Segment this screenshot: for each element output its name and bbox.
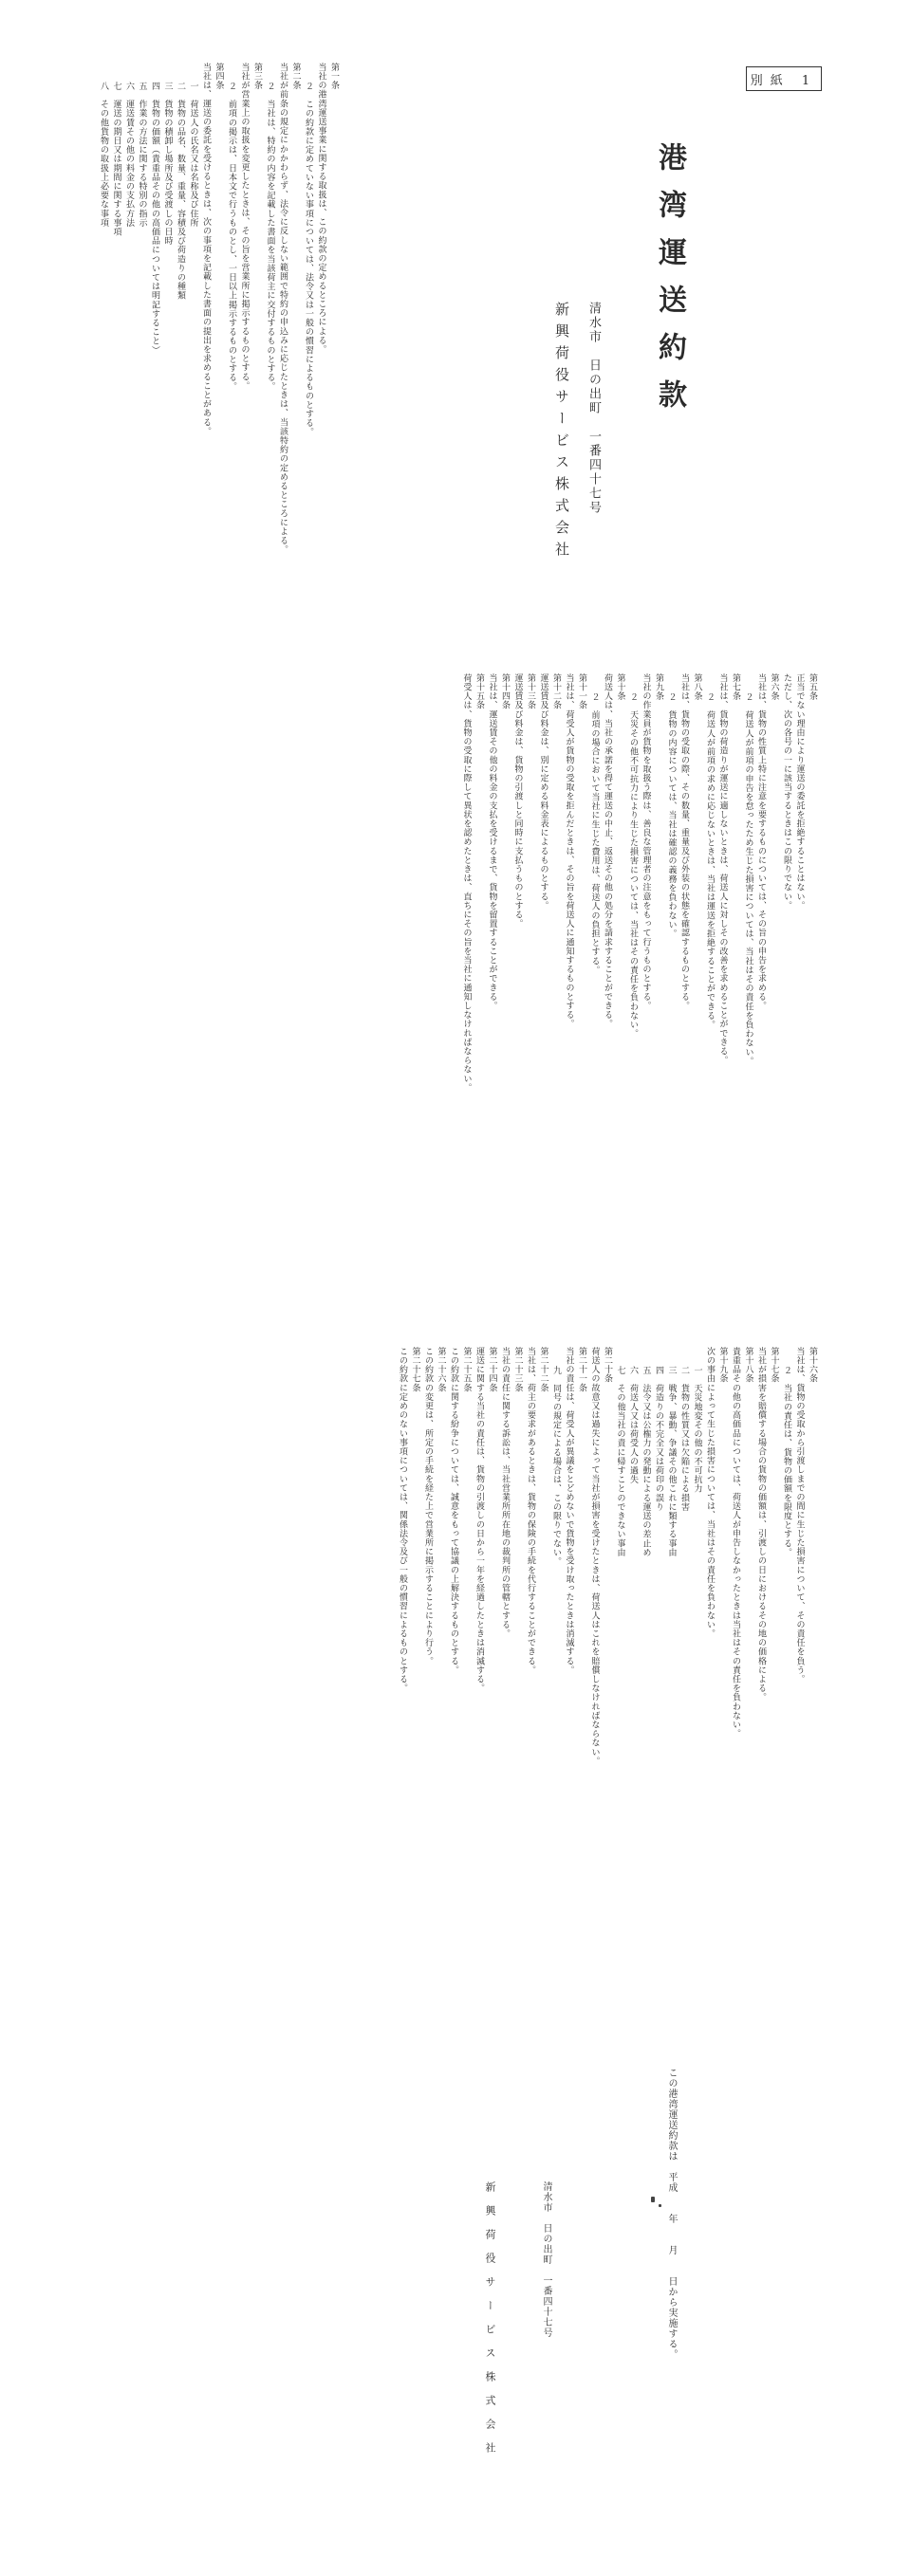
article-heading: 第一条 xyxy=(329,63,339,90)
article-text: ２ 前項の場合において当社に生じた費用は、荷送人の負担とする。 xyxy=(589,692,600,975)
article-heading: 第十四条 xyxy=(500,673,510,710)
article-heading: 第二十七条 xyxy=(410,1347,420,1392)
article-text: ２ 荷送人が前項の求めに応じないときは、当社は運送を拒絶することができる。 xyxy=(705,692,715,1030)
list-item: 七 その他当社の責に帰すことのできない事由 xyxy=(615,1366,625,1557)
article-text: この約款に定めのない事項については、関係法令及び一般の慣習によるものとする。 xyxy=(398,1347,407,1693)
article-heading: 第五条 xyxy=(808,673,817,701)
article-heading: 第十三条 xyxy=(526,673,535,710)
article-heading: 第二十五条 xyxy=(461,1347,472,1392)
list-item: 六 荷送人又は荷受人の過失 xyxy=(628,1366,638,1484)
article-heading: 第二十三条 xyxy=(512,1347,523,1392)
article-heading: 第四条 xyxy=(214,63,224,90)
article-text: 当社は、荷主の要求があるときは、貨物の保険の手続を代行することができる。 xyxy=(526,1347,535,1675)
article-text: 貴重品その他の高価品については、荷送人が申告しなかったときは当社はその責任を負わない。 xyxy=(731,1347,740,1739)
list-item: 二 貨物の品名、数量、重量、容積及び荷造りの種類 xyxy=(176,82,185,301)
list-item: 五 法令又は公権力の発動による運送の差止め xyxy=(641,1366,651,1557)
article-text: ２ この約款に定めていない事項については、法令又は一般の慣習によるものとする。 xyxy=(304,82,313,437)
ink-mark xyxy=(651,2197,655,2202)
article-text: ２ 前項の掲示は、日本文で行うものとし、一日以上掲示するものとする。 xyxy=(227,82,236,392)
list-item: 一 天災地変その他の不可抗力 xyxy=(692,1366,702,1494)
articles-section-1 xyxy=(99,63,340,632)
article-text: 運送賃及び料金は、貨物の引渡しと同時に支払うものとする。 xyxy=(512,673,523,929)
list-item: 一 荷送人の氏名又は名称及び住所 xyxy=(188,82,198,228)
articles-section-2 xyxy=(91,673,818,1205)
article-text: ２ 天災その他不可抗力により生じた損害については、当社はその責任を負わない。 xyxy=(628,692,638,1039)
article-text: 当社が損害を賠償する場合の貨物の価額は、引渡しの日におけるその地の価格による。 xyxy=(756,1347,766,1702)
document-title: 港湾運送約款 xyxy=(653,142,686,427)
article-heading: 第十九条 xyxy=(717,1347,728,1384)
company-name: 新興荷役サービス株式会社 xyxy=(553,302,570,563)
list-item: 五 作業の方法に関する特別の指示 xyxy=(137,82,147,228)
list-item: 九 同号の規定による場合は、この限りでない。 xyxy=(551,1366,561,1567)
article-text: 当社は、運送賃その他の料金の支払を受けるまで、貨物を留置することができる。 xyxy=(487,673,497,1011)
article-text: 当社の港湾運送事業に関する取扱は、この約款の定めるところによる。 xyxy=(316,63,326,355)
article-text: この約款の変更は、所定の手続を経た上で営業所に掲示することにより行う。 xyxy=(423,1347,433,1665)
list-item: 八 その他貨物の取扱上必要な事項 xyxy=(99,82,108,228)
article-heading: 第十六条 xyxy=(808,1347,817,1384)
footer-address: 清水市 日の出町 一番四十七号 xyxy=(541,2181,551,2338)
article-text: 当社は、運送の委託を受けるときは、次の事項を記載した書面の提出を求めることがある。 xyxy=(201,63,211,436)
article-heading: 第十五条 xyxy=(474,673,484,710)
article-heading: 第二条 xyxy=(290,63,301,90)
article-heading: 第二十一条 xyxy=(577,1347,586,1392)
attachment-badge: 別紙 1 xyxy=(746,66,822,91)
article-heading: 第二十二条 xyxy=(538,1347,548,1392)
article-text: ２ 当社は、特約の内容を記載した書面を当該荷主に交付するものとする。 xyxy=(265,82,275,392)
article-heading: 第十一条 xyxy=(577,673,586,710)
article-heading: 第二十六条 xyxy=(436,1347,446,1392)
article-heading: 第九条 xyxy=(654,673,663,701)
article-text: 運送賃及び料金は、別に定める料金表によるものとする。 xyxy=(538,673,548,911)
article-text: 運送に関する当社の責任は、貨物の引渡しの日から一年を経過したときは消滅する。 xyxy=(474,1347,484,1693)
list-item: 二 貨物の性質又は欠陥による損害 xyxy=(679,1366,689,1512)
ink-mark xyxy=(659,2204,661,2207)
article-heading: 第七条 xyxy=(731,673,740,701)
list-item: 六 運送賃その他の料金の支払方法 xyxy=(124,82,134,228)
company-address: 清水市 日の出町 一番四十七号 xyxy=(586,302,601,515)
article-text: 荷送人の故意又は過失によって当社が損害を受けたときは、荷送人はこれを賠償しなければならない。 xyxy=(589,1347,600,1766)
article-heading: 第三条 xyxy=(252,63,262,90)
article-text: 当社は、貨物の荷造りが運送に適しないときは、荷送人に対しその改善を求めることができる。 xyxy=(717,673,728,1065)
article-text: この約款に関する紛争については、誠意をもって協議の上解決するものとする。 xyxy=(449,1347,458,1675)
article-text: 次の事由によって生じた損害については、当社はその責任を負わない。 xyxy=(705,1347,715,1639)
article-heading: 第六条 xyxy=(769,673,779,701)
article-text: ただし、次の各号の一に該当するときはこの限りでない。 xyxy=(782,673,791,911)
article-text: 当社の責任に関する訴訟は、当社営業所所在地の裁判所の管轄とする。 xyxy=(500,1347,510,1639)
articles-section-3 xyxy=(91,1347,818,1840)
article-heading: 第十条 xyxy=(615,673,625,701)
enactment-statement: この港湾運送約款は 平成 年 月 日から実施する。 xyxy=(666,2068,677,2360)
footer-company: 新興荷役サービス株式会社 xyxy=(484,2181,496,2466)
list-item: 七 運送の期日又は期間に関する事項 xyxy=(111,82,121,237)
article-text: ２ 貨物の内容については、当社は確認の義務を負わない。 xyxy=(666,692,677,939)
article-text: 当社が前条の規定にかかわらず、法令に反しない範囲で特約の申込みに応じたときは、当該特約の定めるところによる。 xyxy=(278,63,288,555)
article-text: 当社は、貨物の受取から引渡しまでの間に生じた損害について、その責任を負う。 xyxy=(794,1347,805,1684)
article-text: 荷受人は、貨物の受取に際して異状を認めたときは、直ちにその旨を当社に通知しなければならない。 xyxy=(461,673,472,1093)
article-text: ２ 荷送人が前項の申告を怠ったため生じた損害については、当社はその責任を負わない。 xyxy=(743,692,753,1066)
article-heading: 第二十四条 xyxy=(487,1347,497,1392)
article-heading: 第十七条 xyxy=(769,1347,779,1384)
list-item: 四 荷造りの不完全又は荷印の誤り xyxy=(654,1366,663,1512)
article-heading: 第十二条 xyxy=(551,673,561,710)
article-text: 当社の責任は、荷受人が異議をとどめないで貨物を受け取ったときは消滅する。 xyxy=(564,1347,574,1675)
article-text: 荷送人は、当社の承諾を得て運送の中止、返送その他の処分を請求することができる。 xyxy=(603,673,612,1029)
article-heading: 第十八条 xyxy=(743,1347,753,1384)
article-text: 当社が営業上の取扱を変更したときは、その旨を営業所に掲示するものとする。 xyxy=(239,63,250,391)
article-heading: 第二十条 xyxy=(603,1347,612,1384)
article-text: 正当でない理由により運送の委託を拒絶することはない。 xyxy=(794,673,805,911)
article-text: 当社は、貨物の受取の際、その数量、重量及び外装の状態を確認するものとする。 xyxy=(679,673,689,1011)
article-text: ２ 当社の責任は、貨物の価額を限度とする。 xyxy=(782,1366,791,1557)
article-heading: 第八条 xyxy=(692,673,702,701)
article-text: 当社は、貨物の性質上特に注意を要するものについては、その旨の申告を求める。 xyxy=(756,673,766,1011)
list-item: 三 戦争、暴動、争議その他これに類する事由 xyxy=(666,1366,677,1557)
list-item: 三 貨物の積卸し場所及び受渡しの日時 xyxy=(162,82,173,246)
article-text: 当社は、荷受人が貨物の受取を拒んだときは、その旨を荷送人に通知するものとする。 xyxy=(564,673,574,1029)
list-item: 四 貨物の価額（貴重品その他の高価品については明記すること） xyxy=(150,82,159,355)
article-text: 当社の作業員が貨物を取扱う際は、善良な管理者の注意をもって行うものとする。 xyxy=(641,673,651,1011)
